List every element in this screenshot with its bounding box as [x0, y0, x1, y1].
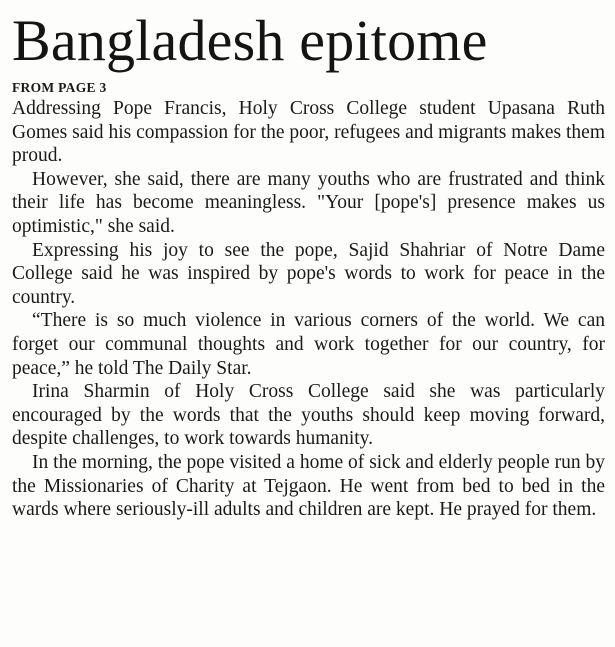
paragraph: “There is so much violence in various corners of the world. We can forget our communal thoughts and work together for our country, for peace,” he told The Daily Star.	[12, 310, 605, 379]
jump-line: FROM PAGE 3	[12, 80, 107, 95]
paragraph: Irina Sharmin of Holy Cross College said she was particularly encouraged by the words that the youths should keep moving forward, despite challenges, to work towards humanity.	[12, 381, 605, 450]
paragraph: In the morning, the pope visited a home of sick and elderly people run by the Missionaries of Charity at Tejgaon. He went from bed to bed in the wards where seriously-ill adults and children are kept. He prayed for them.	[12, 451, 605, 521]
paragraph: Addressing Pope Francis, Holy Cross College student Upasana Ruth Gomes said his compassion for the poor, refugees and migrants makes them proud.	[12, 98, 605, 167]
article-body	[12, 97, 605, 522]
paragraph: However, she said, there are many youths who are frustrated and think their life has become meaningless. "Your [pope's] presence makes us optimistic," she said.	[12, 168, 605, 237]
headline: Bangladesh epitome	[12, 8, 488, 73]
paragraph: Expressing his joy to see the pope, Sajid Shahriar of Notre Dame College said he was inspired by pope's words to work for peace in the country.	[12, 239, 605, 308]
